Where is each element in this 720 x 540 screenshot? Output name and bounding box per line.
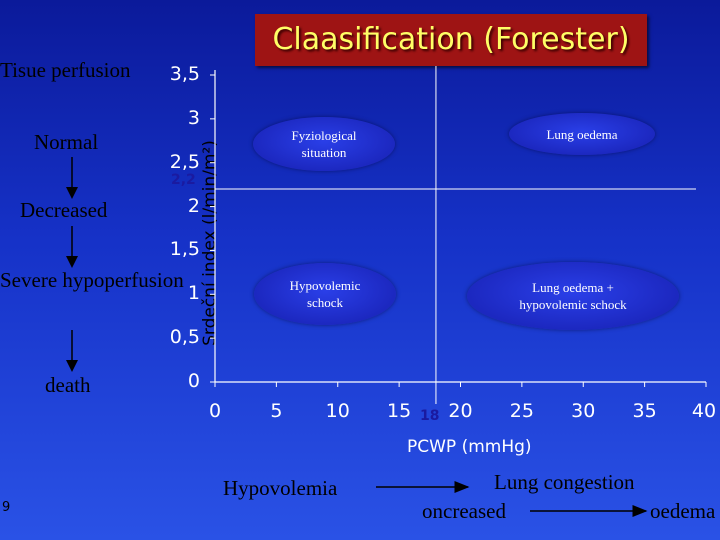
y-tick-label: 1,5: [169, 238, 200, 261]
y-tick-label: 0: [187, 370, 200, 392]
y-tick-label: 2,5: [169, 150, 200, 173]
x-tick-label: 5: [270, 400, 283, 422]
x-axis-label: PCWP (mmHg): [407, 437, 532, 457]
step-decreased: Decreased: [20, 198, 108, 222]
x-tick-label: 40: [691, 400, 717, 422]
slide-number: 9: [2, 500, 11, 515]
oncreased-label: oncreased: [422, 499, 506, 523]
left-panel-heading: Tisue perfusion: [0, 58, 131, 82]
quadrant-fyziological-label: Fyziological situation: [291, 128, 357, 160]
step-normal: Normal: [34, 130, 99, 154]
quadrant-lung-oedema-label: Lung oedema: [546, 126, 618, 142]
threshold-x-label: 18: [420, 408, 440, 424]
hypovolemia-label: Hypovolemia: [223, 476, 338, 500]
quadrant-lung-oedema: [509, 113, 655, 155]
y-tick-label: 3: [187, 106, 200, 129]
x-tick-label: 30: [571, 400, 596, 422]
x-tick-label: 10: [325, 400, 350, 422]
quadrant-combined-label: Lung oedema + hypovolemic schock: [519, 280, 627, 312]
x-tick-label: 20: [448, 400, 473, 422]
slide-title: Claasification (Forester): [272, 22, 630, 57]
y-axis-label: Srdeční index (l/min/m²): [200, 140, 220, 346]
x-tick-label: 25: [509, 400, 534, 422]
quadrant-hypovolemic: [254, 263, 396, 325]
y-tick-label: 0,5: [169, 326, 200, 349]
step-severe-label: Severe hypoperfusion: [0, 268, 184, 292]
x-tick-label: 35: [632, 400, 657, 422]
y-tick-label: 3,5: [169, 63, 200, 85]
quadrant-hypovolemic-label: Hypovolemic schock: [289, 278, 361, 310]
y-tick-label: 2: [187, 194, 200, 217]
quadrant-lung-oedema-hypovolemic: [467, 262, 679, 330]
y-tick-label: 1: [187, 282, 200, 305]
step-death: death: [45, 373, 91, 397]
oedema-label: oedema: [650, 499, 716, 523]
x-tick-label: 15: [387, 400, 412, 422]
threshold-y-label: 2,2: [171, 172, 196, 188]
lung-congestion-label: Lung congestion: [494, 470, 635, 494]
x-tick-label: 0: [208, 400, 222, 422]
quadrant-fyziological: [253, 117, 395, 171]
